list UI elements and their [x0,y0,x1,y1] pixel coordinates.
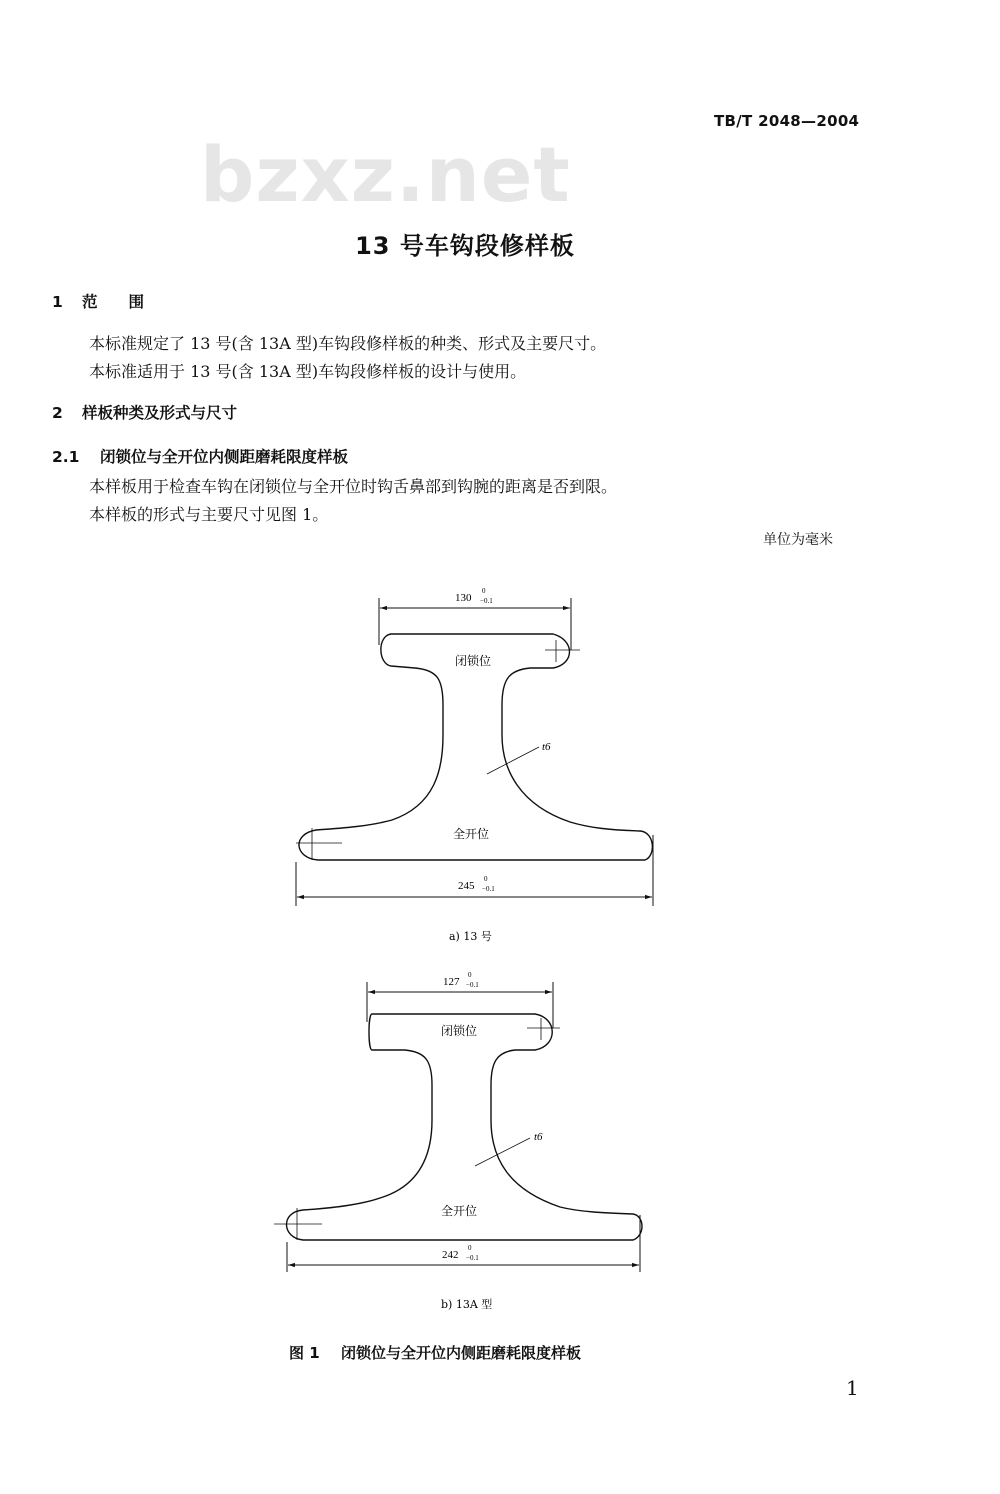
scope-paragraph-2: 本标准适用于 13 号(含 13A 型)车钩段修样板的设计与使用。 [89,362,527,381]
section-number: 2.1 [52,448,80,466]
watermark: bzxz.net [200,130,571,219]
top-dimension-value: 127 [443,976,460,988]
thickness-leader [475,1138,530,1166]
bottom-tolerance-lower: −0.1 [466,1254,479,1262]
top-tolerance-lower: −0.1 [480,597,493,605]
template-b-drawing [274,971,642,1311]
section-number: 2 [52,404,63,422]
subsection-paragraph-1: 本样板用于检查车钩在闭锁位与全开位时钩舌鼻部到钩腕的距离是否到限。 [89,477,618,496]
section-title: 样板种类及形式与尺寸 [82,404,238,422]
bottom-dimension-value: 242 [442,1249,459,1261]
figure-title: 闭锁位与全开位内侧距磨耗限度样板 [341,1344,582,1362]
figure-number: 图 1 [289,1344,320,1362]
figure-a-caption: a) 13 号 [449,930,492,943]
bottom-tolerance-upper: 0 [484,875,488,883]
figure-caption [289,1342,581,1363]
open-position-label: 全开位 [453,827,490,841]
figure-b-caption: b) 13A 型 [441,1298,493,1311]
page-number: 1 [846,1376,859,1400]
scope-paragraph-1: 本标准规定了 13 号(含 13A 型)车钩段修样板的种类、形式及主要尺寸。 [89,334,607,353]
bottom-tolerance-lower: −0.1 [482,885,495,893]
bottom-tolerance-upper: 0 [468,1244,472,1252]
bottom-dimension-value: 245 [458,880,475,892]
thickness-leader [487,747,539,774]
thickness-label: t6 [542,741,551,753]
section-title: 闭锁位与全开位内侧距磨耗限度样板 [100,448,349,466]
document-title: 13 号车钩段修样板 [355,232,575,260]
subsection-paragraph-2: 本样板的形式与主要尺寸见图 1。 [89,505,329,524]
top-tolerance-lower: −0.1 [466,981,479,989]
unit-note: 单位为毫米 [763,532,833,548]
closed-position-label: 闭锁位 [455,654,492,668]
closed-position-label: 闭锁位 [441,1024,478,1038]
top-dimension-value: 130 [455,592,472,604]
top-tolerance-upper: 0 [468,971,472,979]
open-position-label: 全开位 [441,1204,478,1218]
section-number: 1 [52,293,63,311]
thickness-label: t6 [534,1131,543,1143]
template-a-drawing [296,587,653,943]
section-title: 范 围 [82,293,145,311]
top-tolerance-upper: 0 [482,587,486,595]
standard-code: TB/T 2048—2004 [714,112,860,130]
